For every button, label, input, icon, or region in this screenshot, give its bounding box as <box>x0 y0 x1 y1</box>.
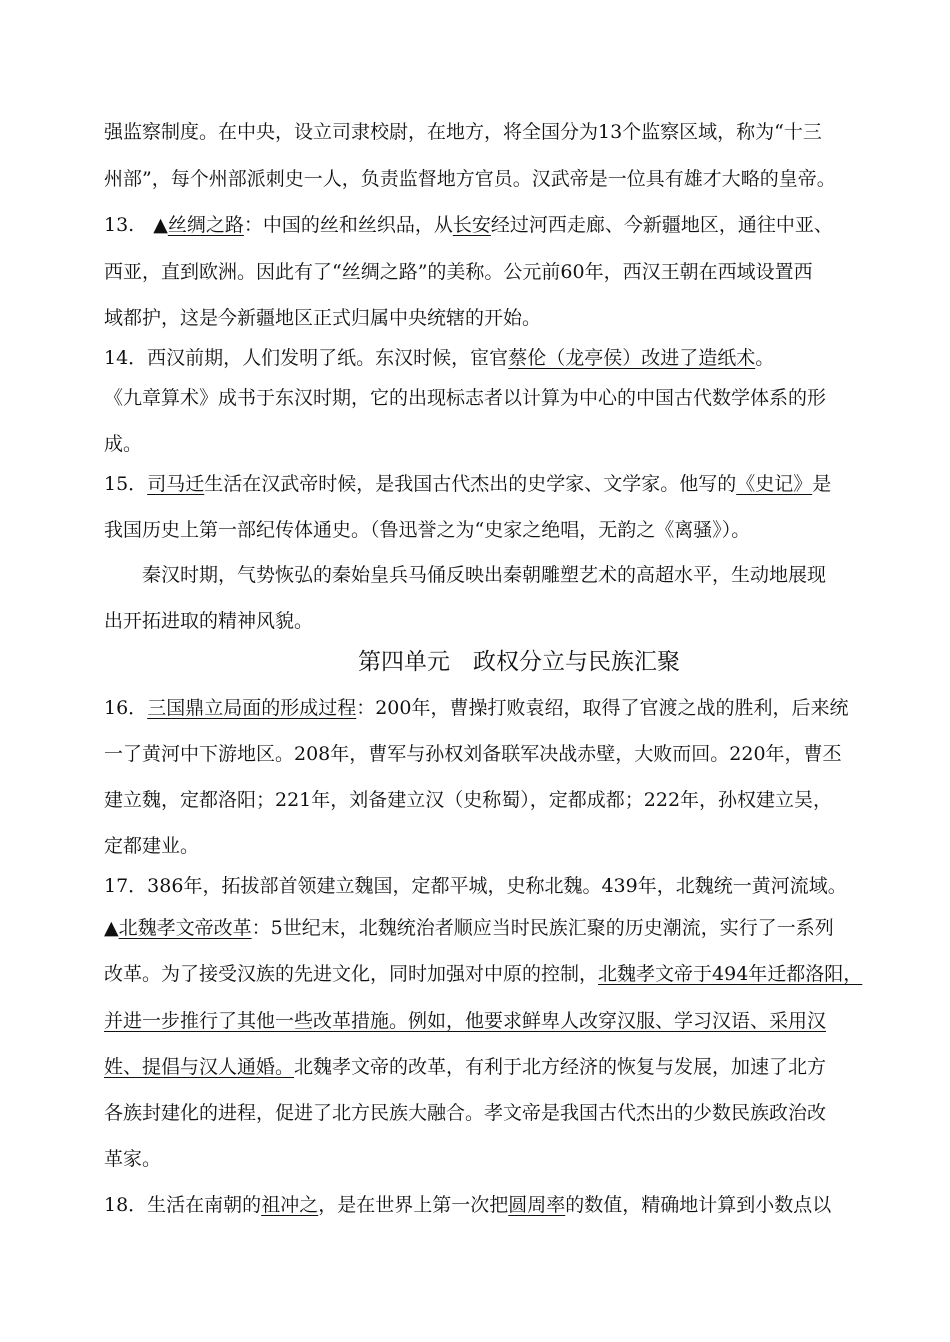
underlined-term: 三国鼎立局面的形成过程 <box>147 697 357 719</box>
underlined-term: 祖冲之 <box>261 1194 319 1216</box>
text-span: ：200年，曹操打败袁绍，取得了官渡之战的胜利，后来统 <box>356 697 849 719</box>
underlined-term: 长安 <box>452 214 491 236</box>
text-span: ：中国的丝和丝织品，从 <box>243 214 453 236</box>
text-span: 北魏孝文帝的改革，有利于北方经济的恢复与发展，加速了北方 <box>294 1056 827 1078</box>
text-span: 我国历史上第一部纪传体通史。（鲁迅誉之为“史家之绝唱，无韵之《离骚》）。 <box>104 519 751 541</box>
text-line <box>104 1101 826 1125</box>
text-span: ，是在世界上第一次把 <box>318 1194 509 1216</box>
text-line <box>104 916 834 940</box>
text-span: 出开拓进取的精神风貌。 <box>104 610 314 632</box>
text-line <box>104 1147 161 1171</box>
text-line <box>104 260 813 284</box>
underlined-term: 司马迁 <box>147 473 205 495</box>
text-span: 一了黄河中下游地区。208年，曹军与孙权刘备联军决战赤壁，大败而回。220年，曹丕 <box>104 743 842 765</box>
text-span: 。 <box>755 347 775 369</box>
text-line <box>104 874 847 898</box>
underlined-term: 北魏孝文帝改革 <box>118 917 252 939</box>
text-span: ：5世纪末，北魏统治者顺应当时民族汇聚的历史潮流，实行了一系列 <box>251 917 834 939</box>
underlined-term: 并进一步推行了其他一些改革措施。例如，他要求鲜卑人改穿汉服、学习汉语、采用汉 <box>104 1010 827 1032</box>
unit-heading: 第四单元 政权分立与民族汇聚 <box>358 649 680 675</box>
text-line <box>104 1193 831 1217</box>
text-line <box>104 1055 826 1079</box>
text-line <box>104 213 833 237</box>
text-span: 14．西汉前期，人们发明了纸。东汉时候，宦官 <box>104 347 509 369</box>
underlined-term: 丝绸之路 <box>167 214 244 236</box>
underlined-term: 北魏孝文帝于494年迁都洛阳， <box>598 963 863 985</box>
text-span: 革家。 <box>104 1148 162 1170</box>
text-line <box>104 386 826 410</box>
underlined-term: 《史记》 <box>736 473 813 495</box>
text-span: 强监察制度。在中央，设立司隶校尉，在地方，将全国分为13个监察区域，称为“十三 <box>104 121 822 143</box>
text-line <box>104 788 832 812</box>
text-span: 的数值，精确地计算到小数点以 <box>565 1194 832 1216</box>
text-line <box>104 1009 826 1033</box>
text-span: 17．386年，拓拔部首领建立魏国，定都平城，史称北魏。439年，北魏统一黄河流域。 <box>104 875 847 897</box>
underlined-term: 姓、提倡与汉人通婚。 <box>104 1056 295 1078</box>
text-span: 16． <box>104 697 148 719</box>
text-span: 改革。为了接受汉族的先进文化，同时加强对中原的控制， <box>104 963 599 985</box>
text-span: 成。 <box>104 433 143 455</box>
text-line <box>104 696 848 720</box>
text-line <box>104 563 826 587</box>
text-line <box>104 120 822 144</box>
text-span: 18．生活在南朝的 <box>104 1194 262 1216</box>
text-span: 《九章算术》成书于东汉时期，它的出现标志者以计算为中心的中国古代数学体系的形 <box>104 387 827 409</box>
text-line <box>104 962 862 986</box>
text-span: 是 <box>812 473 832 495</box>
text-span: 13. ▲ <box>104 214 168 236</box>
text-span: 15． <box>104 473 148 495</box>
underlined-term: 圆周率 <box>508 1194 566 1216</box>
text-line <box>104 346 774 370</box>
text-line <box>104 167 836 191</box>
text-line <box>104 306 541 330</box>
text-line <box>104 834 199 858</box>
text-line <box>104 432 142 456</box>
text-span: 秦汉时期，气势恢弘的秦始皇兵马俑反映出秦朝雕塑艺术的高超水平，生动地展现 <box>104 564 827 586</box>
underlined-term: 蔡伦（龙亭侯）改进了造纸术 <box>508 347 756 369</box>
text-span: 定都建业。 <box>104 835 200 857</box>
text-span: ▲ <box>104 917 119 939</box>
text-line <box>104 742 842 766</box>
text-span: 州部”，每个州部派刺史一人，负责监督地方官员。汉武帝是一位具有雄才大略的皇帝。 <box>104 168 836 190</box>
text-span: 西亚，直到欧洲。因此有了“丝绸之路”的美称。公元前60年，西汉王朝在西域设置西 <box>104 261 813 283</box>
text-span: 经过河西走廊、今新疆地区，通往中亚、 <box>490 214 833 236</box>
text-span: 各族封建化的进程，促进了北方民族大融合。孝文帝是我国古代杰出的少数民族政治改 <box>104 1102 827 1124</box>
text-line <box>104 472 831 496</box>
text-span: 建立魏，定都洛阳；221年，刘备建立汉（史称蜀），定都成都；222年，孙权建立吴， <box>104 789 833 811</box>
text-span: 生活在汉武帝时候，是我国古代杰出的史学家、文学家。他写的 <box>204 473 737 495</box>
text-span: 域都护，这是今新疆地区正式归属中央统辖的开始。 <box>104 307 542 329</box>
text-line <box>104 518 750 542</box>
text-line <box>104 609 313 633</box>
